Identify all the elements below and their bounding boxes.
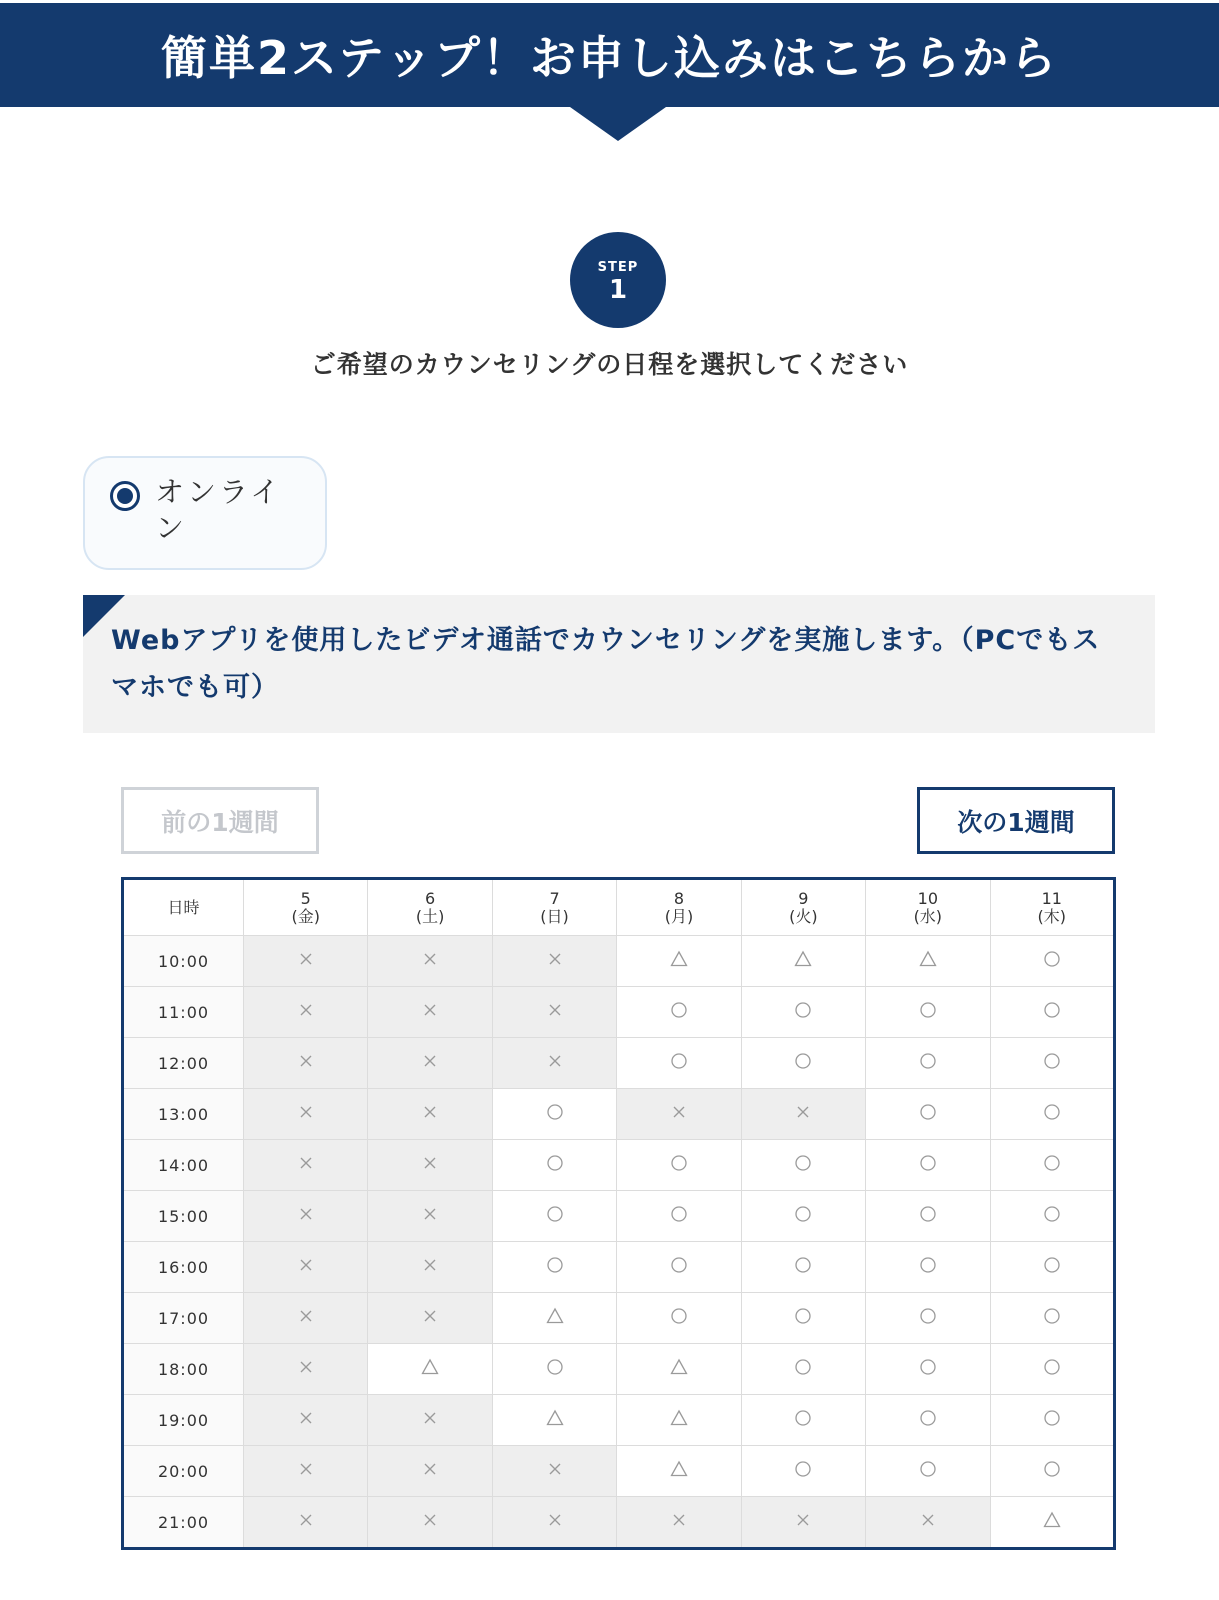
unavailable-icon — [919, 1511, 937, 1529]
slot-cell[interactable] — [617, 987, 741, 1038]
radio-selected-icon[interactable] — [110, 481, 140, 511]
day-header — [866, 879, 990, 936]
slot-cell[interactable] — [866, 1140, 990, 1191]
header-banner — [0, 3, 1219, 107]
schedule-row — [123, 936, 1115, 987]
available-icon — [1043, 1205, 1061, 1223]
available-icon — [1043, 950, 1061, 968]
slot-cell[interactable] — [741, 1191, 865, 1242]
unavailable-icon — [670, 1103, 688, 1121]
slot-cell[interactable] — [990, 1089, 1114, 1140]
slot-cell — [368, 1242, 492, 1293]
available-icon — [670, 1001, 688, 1019]
slot-cell[interactable] — [866, 1191, 990, 1242]
day-header — [617, 879, 741, 936]
available-icon — [670, 1154, 688, 1172]
time-label: 13:00 — [123, 1089, 244, 1140]
unavailable-icon — [297, 1460, 315, 1478]
available-icon — [546, 1256, 564, 1274]
day-header — [368, 879, 492, 936]
available-icon — [670, 1052, 688, 1070]
unavailable-icon — [546, 950, 564, 968]
unavailable-icon — [421, 1460, 439, 1478]
limited-icon — [670, 1460, 688, 1478]
slot-cell — [244, 1497, 368, 1549]
day-weekday: (土) — [415, 906, 445, 926]
available-icon — [794, 1460, 812, 1478]
slot-cell[interactable] — [741, 1140, 865, 1191]
slot-cell[interactable] — [741, 1038, 865, 1089]
slot-cell[interactable] — [866, 987, 990, 1038]
slot-cell[interactable] — [990, 987, 1114, 1038]
day-weekday: (木) — [1037, 906, 1067, 926]
slot-cell[interactable] — [866, 1293, 990, 1344]
available-icon — [1043, 1460, 1061, 1478]
time-label: 18:00 — [123, 1344, 244, 1395]
available-icon — [670, 1256, 688, 1274]
slot-cell[interactable] — [866, 1242, 990, 1293]
unavailable-icon — [546, 1511, 564, 1529]
schedule-row — [123, 1089, 1115, 1140]
available-icon — [794, 1358, 812, 1376]
slot-cell[interactable] — [741, 1242, 865, 1293]
day-header — [244, 879, 368, 936]
slot-cell — [368, 1497, 492, 1549]
step-heading: ご希望のカウンセリングの日程を選択してください — [310, 350, 909, 379]
day-weekday: (火) — [789, 906, 818, 926]
available-icon — [1043, 1001, 1061, 1019]
schedule-row — [123, 987, 1115, 1038]
available-icon — [794, 1256, 812, 1274]
day-date: 6 — [425, 888, 436, 908]
unavailable-icon — [421, 1256, 439, 1274]
slot-cell[interactable] — [368, 1344, 492, 1395]
slot-cell — [368, 1140, 492, 1191]
slot-cell[interactable] — [741, 936, 865, 987]
slot-cell[interactable] — [990, 1140, 1114, 1191]
slot-cell[interactable] — [741, 1344, 865, 1395]
schedule-header-row — [123, 879, 1115, 936]
slot-cell[interactable] — [492, 1344, 616, 1395]
slot-cell[interactable] — [617, 1038, 741, 1089]
unavailable-icon — [421, 1154, 439, 1172]
day-header — [741, 879, 865, 936]
slot-cell[interactable] — [492, 1191, 616, 1242]
banner-title: 簡単2ステップ！お申し込みはこちらから — [160, 31, 1059, 85]
available-icon — [1043, 1154, 1061, 1172]
slot-cell[interactable] — [990, 1293, 1114, 1344]
day-date: 7 — [549, 888, 560, 908]
slot-cell[interactable] — [866, 1446, 990, 1497]
slot-cell[interactable] — [617, 936, 741, 987]
unavailable-icon — [297, 1409, 315, 1427]
slot-cell — [244, 1089, 368, 1140]
unavailable-icon — [421, 950, 439, 968]
slot-cell[interactable] — [492, 1089, 616, 1140]
slot-cell — [244, 1293, 368, 1344]
available-icon — [546, 1205, 564, 1223]
available-icon — [794, 1409, 812, 1427]
slot-cell[interactable] — [492, 1242, 616, 1293]
slot-cell — [617, 1089, 741, 1140]
unavailable-icon — [421, 1001, 439, 1019]
unavailable-icon — [670, 1511, 688, 1529]
slot-cell[interactable] — [990, 1497, 1114, 1549]
available-icon — [1043, 1358, 1061, 1376]
slot-cell — [368, 1446, 492, 1497]
banner-arrow-icon — [570, 107, 666, 141]
slot-cell[interactable] — [866, 936, 990, 987]
limited-icon — [546, 1307, 564, 1325]
time-label: 10:00 — [123, 936, 244, 987]
slot-cell[interactable] — [617, 1293, 741, 1344]
slot-cell[interactable] — [990, 1395, 1114, 1446]
slot-cell — [244, 1038, 368, 1089]
time-label: 12:00 — [123, 1038, 244, 1089]
step-label: STEP — [597, 259, 639, 275]
available-icon — [919, 1256, 937, 1274]
available-icon — [670, 1205, 688, 1223]
slot-cell[interactable] — [990, 1344, 1114, 1395]
available-icon — [919, 1307, 937, 1325]
available-icon — [794, 1001, 812, 1019]
limited-icon — [421, 1358, 439, 1376]
day-weekday: (月) — [664, 906, 694, 926]
schedule-row — [123, 1038, 1115, 1089]
available-icon — [1043, 1052, 1061, 1070]
online-notice — [83, 595, 1155, 733]
day-date: 10 — [917, 888, 938, 908]
available-icon — [546, 1103, 564, 1121]
limited-icon — [919, 950, 937, 968]
slot-cell — [741, 1089, 865, 1140]
unavailable-icon — [297, 1256, 315, 1274]
slot-cell — [617, 1497, 741, 1549]
limited-icon — [1043, 1511, 1061, 1529]
slot-cell[interactable] — [492, 1293, 616, 1344]
slot-cell — [244, 1446, 368, 1497]
schedule-row — [123, 1140, 1115, 1191]
unavailable-icon — [297, 950, 315, 968]
slot-cell[interactable] — [990, 1191, 1114, 1242]
unavailable-icon — [546, 1460, 564, 1478]
available-icon — [1043, 1409, 1061, 1427]
time-label: 21:00 — [123, 1497, 244, 1549]
available-icon — [794, 1052, 812, 1070]
available-icon — [1043, 1256, 1061, 1274]
online-option-label[interactable]: オンライン — [155, 475, 283, 545]
unavailable-icon — [546, 1001, 564, 1019]
unavailable-icon — [421, 1307, 439, 1325]
slot-cell[interactable] — [617, 1395, 741, 1446]
slot-cell — [244, 936, 368, 987]
available-icon — [794, 1205, 812, 1223]
slot-cell[interactable] — [866, 1344, 990, 1395]
unavailable-icon — [421, 1409, 439, 1427]
schedule-row — [123, 1293, 1115, 1344]
schedule-body — [123, 936, 1115, 1549]
online-option-card[interactable] — [83, 456, 327, 570]
slot-cell — [368, 1191, 492, 1242]
day-weekday: (金) — [291, 906, 320, 926]
unavailable-icon — [297, 1358, 315, 1376]
slot-cell — [492, 1446, 616, 1497]
available-icon — [546, 1358, 564, 1376]
unavailable-icon — [546, 1052, 564, 1070]
slot-cell — [368, 1395, 492, 1446]
limited-icon — [670, 1409, 688, 1427]
schedule-row — [123, 1242, 1115, 1293]
slot-cell[interactable] — [990, 1038, 1114, 1089]
limited-icon — [670, 950, 688, 968]
unavailable-icon — [297, 1001, 315, 1019]
notice-text: Webアプリを使用したビデオ通話でカウンセリングを実施します。（PCでもスマホでも可） — [111, 625, 1101, 703]
available-icon — [1043, 1103, 1061, 1121]
day-date: 8 — [673, 888, 685, 908]
slot-cell[interactable] — [492, 1395, 616, 1446]
day-date: 11 — [1041, 888, 1062, 908]
slot-cell[interactable] — [990, 936, 1114, 987]
available-icon — [794, 1307, 812, 1325]
slot-cell[interactable] — [990, 1242, 1114, 1293]
time-label: 17:00 — [123, 1293, 244, 1344]
slot-cell — [368, 987, 492, 1038]
slot-cell — [244, 1344, 368, 1395]
available-icon — [919, 1001, 937, 1019]
slot-cell — [244, 1242, 368, 1293]
schedule-row — [123, 1344, 1115, 1395]
unavailable-icon — [297, 1052, 315, 1070]
slot-cell — [492, 936, 616, 987]
slot-cell[interactable] — [617, 1140, 741, 1191]
slot-cell[interactable] — [617, 1344, 741, 1395]
unavailable-icon — [297, 1307, 315, 1325]
slot-cell[interactable] — [617, 1446, 741, 1497]
available-icon — [919, 1103, 937, 1121]
slot-cell — [368, 1293, 492, 1344]
limited-icon — [546, 1409, 564, 1427]
limited-icon — [670, 1358, 688, 1376]
slot-cell[interactable] — [990, 1446, 1114, 1497]
slot-cell — [492, 1497, 616, 1549]
step-badge — [570, 232, 666, 328]
day-header — [990, 879, 1114, 936]
slot-cell[interactable] — [866, 1038, 990, 1089]
available-icon — [919, 1409, 937, 1427]
corner-header: 日時 — [123, 879, 244, 936]
day-weekday: (日) — [540, 906, 569, 926]
slot-cell — [368, 1038, 492, 1089]
slot-cell — [492, 987, 616, 1038]
time-label: 15:00 — [123, 1191, 244, 1242]
day-header — [492, 879, 616, 936]
slot-cell — [492, 1038, 616, 1089]
available-icon — [919, 1205, 937, 1223]
schedule-row — [123, 1395, 1115, 1446]
unavailable-icon — [421, 1052, 439, 1070]
slot-cell — [368, 936, 492, 987]
slot-cell[interactable] — [741, 1395, 865, 1446]
time-label: 14:00 — [123, 1140, 244, 1191]
slot-cell — [244, 1191, 368, 1242]
slot-cell[interactable] — [492, 1140, 616, 1191]
unavailable-icon — [297, 1511, 315, 1529]
step-number: 1 — [608, 274, 628, 305]
time-label: 20:00 — [123, 1446, 244, 1497]
available-icon — [794, 1154, 812, 1172]
next-week-button[interactable]: 次の1週間 — [917, 787, 1115, 854]
time-label: 19:00 — [123, 1395, 244, 1446]
slot-cell[interactable] — [617, 1191, 741, 1242]
available-icon — [670, 1307, 688, 1325]
day-date: 5 — [300, 888, 311, 908]
slot-cell — [244, 1140, 368, 1191]
slot-cell — [741, 1497, 865, 1549]
available-icon — [919, 1052, 937, 1070]
unavailable-icon — [794, 1103, 812, 1121]
available-icon — [919, 1154, 937, 1172]
slot-cell[interactable] — [741, 1293, 865, 1344]
prev-week-button[interactable]: 前の1週間 — [121, 787, 319, 854]
slot-cell — [244, 1395, 368, 1446]
unavailable-icon — [297, 1103, 315, 1121]
available-icon — [919, 1460, 937, 1478]
limited-icon — [794, 950, 812, 968]
day-date: 9 — [798, 888, 809, 908]
slot-cell[interactable] — [741, 987, 865, 1038]
slot-cell — [866, 1497, 990, 1549]
day-weekday: (水) — [913, 906, 943, 926]
time-label: 16:00 — [123, 1242, 244, 1293]
schedule-row — [123, 1497, 1115, 1549]
schedule-row — [123, 1446, 1115, 1497]
available-icon — [1043, 1307, 1061, 1325]
slot-cell — [244, 987, 368, 1038]
time-label: 11:00 — [123, 987, 244, 1038]
slot-cell[interactable] — [866, 1395, 990, 1446]
slot-cell[interactable] — [617, 1242, 741, 1293]
schedule-row — [123, 1191, 1115, 1242]
unavailable-icon — [421, 1103, 439, 1121]
slot-cell — [368, 1089, 492, 1140]
schedule-table — [121, 877, 1116, 1550]
unavailable-icon — [421, 1511, 439, 1529]
unavailable-icon — [421, 1205, 439, 1223]
available-icon — [919, 1358, 937, 1376]
slot-cell[interactable] — [866, 1089, 990, 1140]
unavailable-icon — [297, 1154, 315, 1172]
unavailable-icon — [297, 1205, 315, 1223]
unavailable-icon — [794, 1511, 812, 1529]
slot-cell[interactable] — [741, 1446, 865, 1497]
available-icon — [546, 1154, 564, 1172]
